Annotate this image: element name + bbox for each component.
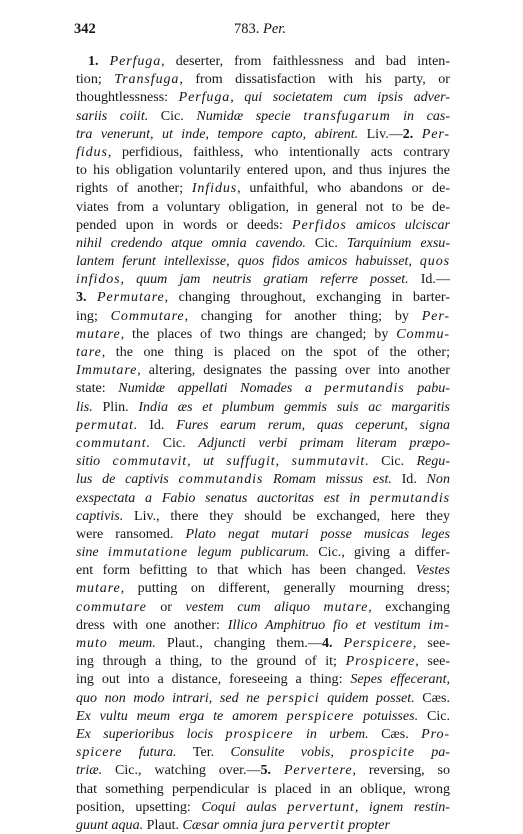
text-line: [76, 52, 450, 70]
text-line: [76, 561, 450, 579]
spaced-term: Commutare: [110, 307, 185, 324]
spaced-term: suffugit: [226, 453, 276, 470]
italic-text: Consulite vobis,: [230, 744, 351, 761]
spaced-term: Pervertere: [283, 762, 353, 779]
text-line: [76, 670, 450, 688]
spaced-term: pervertit: [288, 816, 345, 833]
italic-text: Ex superioribus locis: [76, 725, 226, 742]
italic-text: Regu-: [416, 453, 450, 470]
text-run: Cic.: [314, 234, 347, 251]
italic-text: Numidæ appellati Nomades a: [118, 380, 325, 397]
text-line: [76, 434, 450, 452]
text-run: , unfaithful, who abandons or de-: [237, 180, 450, 197]
italic-text: Vestes: [415, 562, 450, 579]
spaced-term: Prospicere: [345, 653, 416, 670]
text-line: [76, 798, 450, 816]
text-line: [76, 452, 450, 470]
spaced-term: Per-: [421, 125, 451, 142]
italic-text: triæ.: [76, 762, 116, 779]
italic-text: sine: [76, 544, 108, 561]
text-run: ing out into a distance, foreseeing a thing:: [76, 671, 351, 688]
spaced-term: infidos: [76, 271, 121, 288]
spaced-term: muto: [76, 635, 108, 651]
text-line: [76, 161, 450, 179]
text-run: 4.: [321, 635, 344, 651]
spaced-term: immutatione: [107, 544, 188, 561]
text-line: [76, 379, 450, 397]
text-line: [76, 634, 450, 652]
italic-text: sitio: [76, 453, 113, 470]
italic-text: , ignem restin-: [354, 798, 450, 815]
text-run: Id.—: [420, 271, 450, 288]
text-run: , deserter, from faithlessness and bad inten-: [161, 53, 451, 69]
spaced-term: im-: [428, 616, 450, 633]
text-run: or: [146, 598, 186, 615]
italic-text: Coqui aulas: [201, 798, 288, 815]
text-line: [76, 252, 450, 270]
italic-text: Adjuncti verbi primam literam præpo-: [198, 434, 451, 451]
italic-text: in cas-: [390, 107, 451, 124]
italic-text: Romam missus est.: [263, 471, 402, 488]
spaced-term: mutare: [76, 325, 121, 342]
text-line: [76, 198, 450, 216]
italic-text: nihil credendo atque omnia cavendo.: [76, 234, 315, 251]
text-line: [76, 652, 450, 670]
italic-text: potuisses.: [354, 707, 427, 724]
text-run: Cic.: [426, 707, 450, 724]
spaced-term: commutare: [76, 598, 147, 615]
text-run: , altering, designates the passing over into another: [137, 362, 450, 379]
spaced-term: transfugarum: [303, 107, 391, 124]
text-line: [76, 288, 450, 306]
spaced-term: commutavit: [112, 453, 188, 470]
italic-text: pa-: [414, 744, 450, 761]
text-run: 3.: [76, 289, 98, 306]
text-run: , exchanging: [368, 598, 450, 615]
spaced-term: Perspicere: [343, 635, 413, 651]
italic-text: Ex vultu meum erga te amorem: [76, 707, 287, 724]
spaced-term: spicere: [76, 744, 123, 761]
italic-text: Sepes effecerant,: [350, 671, 450, 688]
italic-text: futura.: [122, 744, 193, 761]
text-run: Cic.: [162, 434, 199, 451]
italic-text: in urbem.: [293, 725, 382, 742]
text-run: Liv., there they should be exchanged, here they: [134, 507, 451, 524]
text-run: Liv.—: [366, 125, 403, 142]
italic-text: quo non modo intrari, sed ne: [76, 689, 268, 706]
spaced-term: permutandis: [324, 380, 405, 397]
text-run: Cæs.: [381, 725, 422, 742]
text-line: [76, 579, 450, 597]
text-line: [76, 125, 450, 143]
spaced-term: Infidus: [191, 180, 238, 197]
italic-text: Plato negat mutari posse musicas leges: [185, 525, 451, 542]
text-run: 5.: [260, 762, 284, 779]
text-run: were ransomed.: [76, 525, 186, 542]
spaced-term: Pro-: [421, 725, 450, 742]
text-run: ent form befitting to that which has been changed.: [76, 562, 416, 579]
text-line: [76, 707, 450, 725]
spaced-term: tare: [76, 344, 102, 360]
italic-text: pabu-: [404, 380, 450, 397]
spaced-term: permutandis: [369, 489, 450, 506]
spaced-term: perspici: [267, 689, 320, 706]
text-line: [76, 507, 450, 525]
text-run: Cic., watching over.—: [115, 762, 261, 779]
page-number: 342: [74, 21, 96, 37]
text-run: pended upon in words or deeds:: [76, 216, 292, 233]
spaced-term: Permutare: [97, 289, 165, 306]
text-run: Id.: [149, 416, 177, 433]
text-run: Cæs.: [422, 689, 450, 706]
spaced-term: commutant: [76, 434, 147, 451]
text-run: tion;: [76, 71, 115, 88]
text-run: rights of another;: [76, 180, 192, 197]
spaced-term: Perfuga: [109, 53, 162, 69]
spaced-term: permutat: [76, 416, 134, 433]
text-run: to his obligation voluntarily entered upon, and thus injures the: [76, 162, 450, 179]
text-run: , perfidious, faithless, who intentionally acts contrary: [107, 143, 450, 160]
italic-text: propter: [344, 816, 390, 833]
spaced-term: Commu-: [396, 325, 450, 342]
italic-text: lantem ferunt intellexisse, quos fidos amicos habuisset,: [76, 253, 420, 270]
italic-text: meum.: [107, 635, 167, 651]
spaced-term: Immutare: [76, 362, 138, 379]
spaced-term: Perfuga: [178, 89, 231, 106]
section-heading: [74, 21, 446, 38]
text-line: [76, 88, 450, 106]
text-line: [76, 761, 450, 779]
text-line: [76, 743, 450, 761]
italic-text: tra venerunt, ut inde, tempore capto, abirent.: [76, 125, 367, 142]
italic-text: captivis.: [76, 507, 134, 524]
italic-text: Fures earum rerum, quas ceperunt, signa: [176, 416, 450, 433]
text-run: , changing throughout, exchanging in barter-: [164, 289, 451, 306]
text-run: Plaut.: [146, 816, 183, 833]
spaced-term: quos: [419, 253, 450, 270]
text-run: ing;: [76, 307, 111, 324]
text-run: Id.: [401, 471, 427, 488]
spaced-term: mutare: [76, 580, 121, 597]
italic-text: lis.: [76, 398, 103, 415]
text-line: [76, 470, 450, 488]
spaced-term: perspicere: [286, 707, 355, 724]
text-run: , putting on different, generally mourning dress;: [120, 580, 450, 597]
text-run: thoughtlessness:: [76, 89, 179, 106]
text-run: , see-: [415, 653, 450, 670]
spaced-term: commutandis: [178, 471, 264, 488]
italic-text: lus de captivis: [76, 471, 179, 488]
text-run: viates from a voluntary obligation, in general not to be de-: [76, 198, 450, 215]
italic-text: Tarquinium exsu-: [346, 234, 450, 251]
italic-text: Cæsar omnia jura: [182, 816, 289, 833]
italic-text: Illico Amphitruo fio et vestitum: [227, 616, 429, 633]
text-line: [76, 525, 450, 543]
text-run: Cic.: [160, 107, 197, 124]
text-run: , from dissatisfaction with his party, or: [179, 71, 450, 88]
text-run: , the one thing is placed on the spot of the other;: [101, 344, 450, 360]
text-line: [76, 107, 450, 125]
text-run: , the places of two things are changed; by: [120, 325, 397, 342]
text-run: , see-: [412, 635, 451, 651]
text-line: [76, 307, 450, 325]
text-line: [76, 143, 450, 161]
italic-text: Numidæ specie: [196, 107, 304, 124]
text-line: [76, 361, 450, 379]
text-line: [76, 816, 450, 834]
text-line: [76, 398, 450, 416]
text-run: Plin.: [102, 398, 139, 415]
section-number: 783.: [234, 21, 260, 37]
italic-text: quidem posset.: [319, 689, 423, 706]
spaced-term: fidus: [76, 143, 108, 160]
text-line: [76, 179, 450, 197]
spaced-term: summutavit: [291, 453, 366, 470]
spaced-term: Transfuga: [114, 71, 180, 88]
italic-text: .: [133, 416, 150, 433]
italic-text: legum publicarum.: [188, 544, 319, 561]
running-header: [74, 21, 446, 41]
text-run: Cic., giving a differ-: [318, 544, 450, 561]
text-run: Plaut., changing them.—: [166, 635, 322, 651]
text-run: , changing for another thing; by: [184, 307, 422, 324]
italic-text: India æs et plumbum gemmis suis ac margaritis: [138, 398, 451, 415]
italic-text: , qui societatem cum ipsis adver-: [230, 89, 450, 106]
italic-text: vestem cum aliquo: [185, 598, 324, 615]
spaced-term: Perfidos: [291, 216, 347, 233]
entry-text: [76, 52, 450, 834]
spaced-term: prospicite: [350, 744, 415, 761]
italic-text: , quum jam neutris gratiam referre posset.: [120, 271, 421, 288]
text-line: [76, 616, 450, 634]
italic-text: amicos ulciscar: [346, 216, 451, 233]
text-line: [76, 234, 450, 252]
italic-text: .: [365, 453, 382, 470]
text-line: [76, 270, 450, 288]
italic-text: exspectata a Fabio senatus auctoritas est in: [76, 489, 370, 506]
text-run: 2.: [402, 125, 422, 142]
italic-text: , ut: [187, 453, 227, 470]
spaced-term: prospicere: [225, 725, 294, 742]
text-line: [76, 689, 450, 707]
spaced-term: Per-: [421, 307, 450, 324]
text-run: 1.: [88, 53, 110, 69]
italic-text: Non: [426, 471, 450, 488]
text-run: Ter.: [192, 744, 231, 761]
text-line: [76, 489, 450, 507]
text-run: , reversing, so: [352, 762, 450, 779]
text-line: [76, 343, 450, 361]
italic-text: sariis coiit.: [76, 107, 161, 124]
spaced-term: mutare: [323, 598, 369, 615]
text-line: [76, 70, 450, 88]
text-line: [76, 598, 450, 616]
italic-text: guunt aqua.: [76, 816, 147, 833]
text-run: that something perpendicular is placed in an oblique, wrong: [76, 780, 450, 797]
text-line: [76, 216, 450, 234]
text-line: [76, 725, 450, 743]
text-line: [76, 416, 450, 434]
text-run: position, upsetting:: [76, 798, 202, 815]
text-run: Cic.: [381, 453, 417, 470]
text-run: dress with one another:: [76, 616, 228, 633]
italic-text: ,: [275, 453, 292, 470]
spaced-term: pervertunt: [287, 798, 355, 815]
italic-text: .: [146, 434, 163, 451]
text-line: [76, 325, 450, 343]
text-line: [76, 543, 450, 561]
text-run: state:: [76, 380, 119, 397]
text-line: [76, 780, 450, 798]
section-word: Per.: [263, 21, 286, 37]
text-run: ing through a thing, to the ground of it;: [76, 653, 346, 670]
